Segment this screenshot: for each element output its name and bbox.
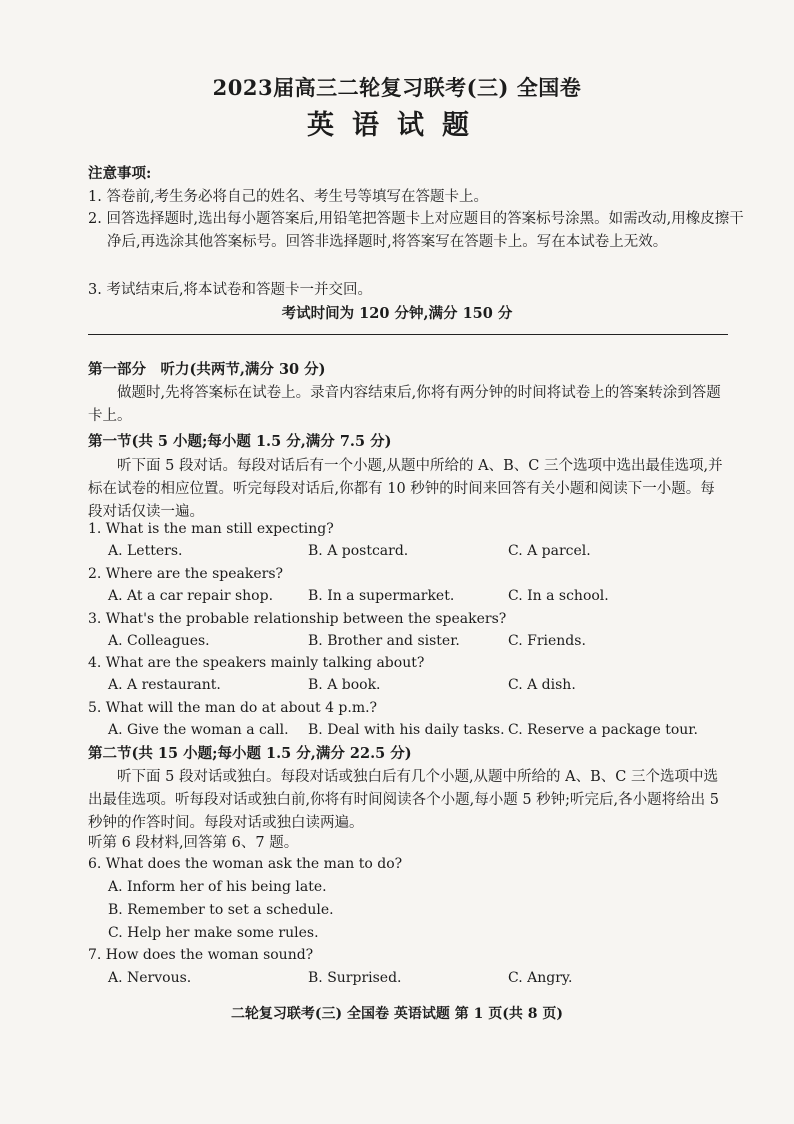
question-4: 4. What are the speakers mainly talking about?: [88, 655, 425, 671]
part1-intro: 做题时,先将答案标在试卷上。录音内容结束后,你将有两分钟的时间将试卷上的答案转涂到答题卡上。: [88, 385, 721, 425]
notice-item-2: 2. 回答选择题时,选出每小题答案后,用铅笔把答题卡上对应题目的答案标号涂黑。如需改动,用橡皮擦干净后,再选涂其他答案标号。回答非选择题时,将答案写在答题卡上。写在本试卷上无效。: [88, 211, 744, 251]
q3-option-a[interactable]: A. Colleagues.: [108, 633, 210, 649]
question-1: 1. What is the man still expecting?: [88, 521, 334, 537]
q4-option-b[interactable]: B. A book.: [308, 677, 381, 693]
question-5: 5. What will the man do at about 4 p.m.?: [88, 700, 378, 716]
q6-option-c[interactable]: C. Help her make some rules.: [108, 925, 319, 941]
notice-item-1: 1. 答卷前,考生务必将自己的姓名、考生号等填写在答题卡上。: [88, 189, 489, 205]
section2-heading: 第二节(共 15 小题;每小题 1.5 分,满分 22.5 分): [88, 745, 412, 762]
page-footer: 二轮复习联考(三) 全国卷 英语试题 第 1 页(共 8 页): [230, 1006, 564, 1022]
q6-option-a[interactable]: A. Inform her of his being late.: [108, 879, 327, 895]
q1-option-b[interactable]: B. A postcard.: [308, 543, 409, 559]
subject-title: 英语试题: [307, 110, 487, 141]
question-6: 6. What does the woman ask the man to do?: [88, 856, 403, 872]
exam-title: 2023届高三二轮复习联考(三) 全国卷: [212, 75, 582, 100]
section2-intro: 听下面 5 段对话或独白。每段对话或独白后有几个小题,从题中所给的 A、B、C 三个选项中选出最佳选项。听每段对话或独白前,你将有时间阅读各个小题,每小题 5 秒钟;听完后,各小题将给出 5 秒钟的作答时间。每段对话或独白读两遍。: [88, 769, 719, 832]
q5-option-b[interactable]: B. Deal with his daily tasks.: [308, 722, 505, 738]
q2-option-a[interactable]: A. At a car repair shop.: [108, 588, 274, 604]
section1-heading: 第一节(共 5 小题;每小题 1.5 分,满分 7.5 分): [88, 433, 392, 450]
material-6-instruction: 听第 6 段材料,回答第 6、7 题。: [88, 835, 299, 851]
part1-heading: 第一部分 听力(共两节,满分 30 分): [88, 361, 326, 378]
q4-option-a[interactable]: A. A restaurant.: [108, 677, 221, 693]
q7-option-c[interactable]: C. Angry.: [508, 970, 573, 986]
q4-option-c[interactable]: C. A dish.: [508, 677, 576, 693]
q1-option-c[interactable]: C. A parcel.: [508, 543, 591, 559]
q3-option-b[interactable]: B. Brother and sister.: [308, 633, 460, 649]
q7-option-b[interactable]: B. Surprised.: [308, 970, 402, 986]
section1-intro: 听下面 5 段对话。每段对话后有一个小题,从题中所给的 A、B、C 三个选项中选出最佳选项,并标在试卷的相应位置。听完每段对话后,你都有 10 秒钟的时间来回答有关小题和阅读下一小题。每段对话仅读一遍。: [88, 458, 723, 521]
question-3: 3. What's the probable relationship between the speakers?: [88, 611, 507, 627]
q6-option-b[interactable]: B. Remember to set a schedule.: [108, 902, 334, 918]
notice-heading: 注意事项:: [88, 165, 152, 182]
q5-option-a[interactable]: A. Give the woman a call.: [108, 722, 289, 738]
question-7: 7. How does the woman sound?: [88, 947, 314, 963]
q2-option-c[interactable]: C. In a school.: [508, 588, 609, 604]
notice-item-3: 3. 考试结束后,将本试卷和答题卡一并交回。: [88, 282, 373, 298]
question-2: 2. Where are the speakers?: [88, 566, 284, 582]
q7-option-a[interactable]: A. Nervous.: [108, 970, 192, 986]
q5-option-c[interactable]: C. Reserve a package tour.: [508, 722, 698, 738]
q3-option-c[interactable]: C. Friends.: [508, 633, 586, 649]
exam-time: 考试时间为 120 分钟,满分 150 分: [281, 305, 513, 322]
divider: [88, 334, 728, 335]
q2-option-b[interactable]: B. In a supermarket.: [308, 588, 455, 604]
q1-option-a[interactable]: A. Letters.: [108, 543, 183, 559]
